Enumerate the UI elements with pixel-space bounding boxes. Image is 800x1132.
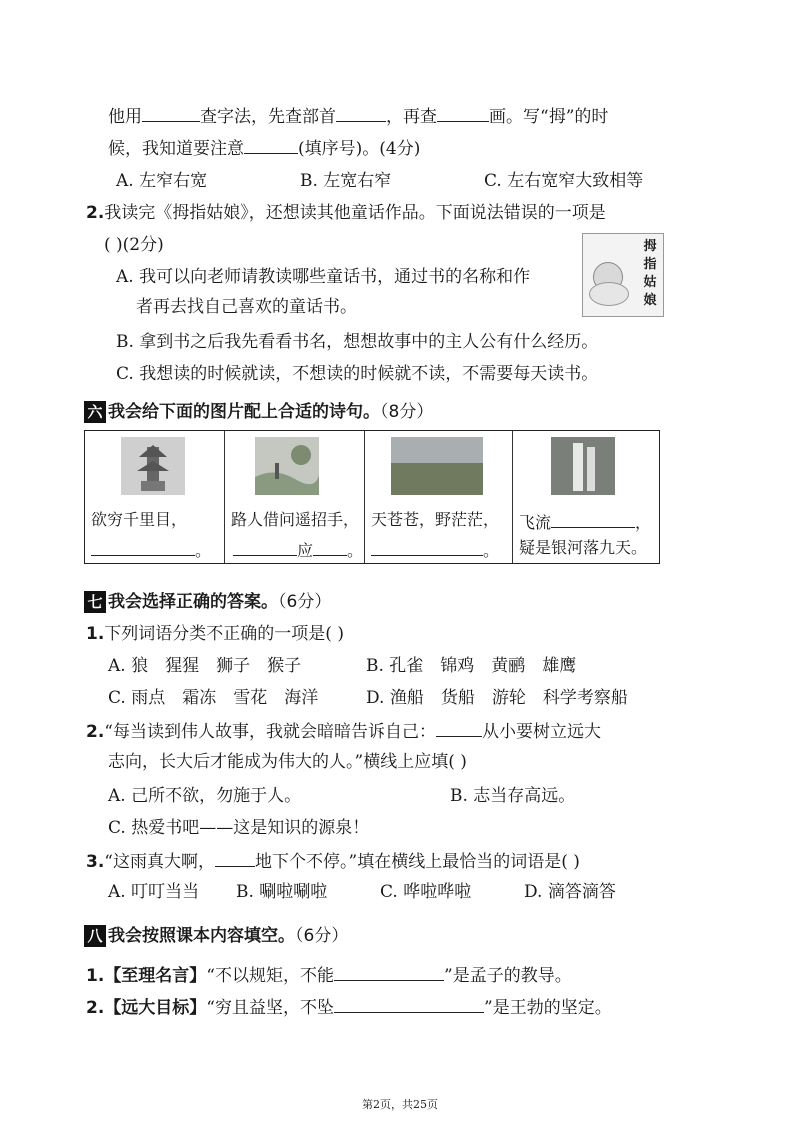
s7-q3-option-a: A. 叮叮当当: [108, 882, 200, 902]
s7-q1-option-b: B. 孔雀 锦鸡 黄鹂 雄鹰: [366, 656, 577, 676]
poem-line: 路人借问遥招手，: [231, 510, 360, 529]
poem-cell-3: [365, 431, 513, 563]
s7-q2-option-b: B. 志当存高远。: [450, 786, 576, 806]
section-title: 我会给下面的图片配上合适的诗句。: [108, 402, 380, 422]
text: 应: [297, 541, 314, 560]
q5-q2-option-a-line2: 者再去找自己喜欢的童话书。: [136, 297, 357, 317]
q5-q2-answer-paren[interactable]: ( )(2分): [104, 235, 164, 255]
waterfall-icon: [551, 437, 615, 495]
text: 画。写“拇”的时: [489, 107, 609, 127]
answer-blank[interactable]: [91, 537, 195, 556]
text: ”是孟子的教导。: [444, 966, 572, 986]
text: “不以规矩，不能: [206, 966, 334, 986]
waterfall-picture: [551, 437, 615, 495]
text: 地下个不停。”填在横线上最恰当的词语是( ): [255, 852, 580, 872]
answer-blank[interactable]: [551, 509, 635, 528]
answer-blank[interactable]: [313, 537, 347, 556]
text: (填序号)。(4分): [298, 139, 421, 159]
book-cover-thumbnail: [582, 233, 664, 317]
grassland-picture: [391, 437, 483, 495]
book-title-char: 指: [643, 257, 657, 272]
section-7-heading: [84, 589, 331, 615]
grassland-icon: [391, 437, 483, 495]
s7-q3-option-c: C. 哗啦哗啦: [380, 882, 472, 902]
riverside-icon: [255, 437, 319, 495]
poem-line-2: [371, 537, 499, 562]
flower-illustration: [589, 282, 629, 306]
item-number: 2.: [86, 998, 105, 1018]
q5-option-b: B. 左宽右窄: [300, 171, 392, 191]
section-8-heading: [84, 923, 348, 949]
text: 。: [483, 541, 500, 560]
q5-q2-stem: [86, 201, 606, 225]
section-title: 我会选择正确的答案。: [108, 592, 278, 612]
text: 从小要树立远大: [482, 722, 601, 742]
s8-item-1: [86, 962, 572, 988]
s7-q1-option-d: D. 渔船 货船 游轮 科学考察船: [366, 688, 628, 708]
poem-line: 欲穷千里目，: [91, 510, 188, 529]
s7-q3: [86, 848, 580, 874]
poem-line: [519, 509, 651, 534]
question-text: 下列词语分类不正确的一项是( ): [104, 624, 344, 644]
question-number: 1.: [86, 624, 105, 644]
text: ，: [635, 513, 652, 532]
question-number: 2.: [86, 203, 105, 223]
book-title-char: 拇: [643, 239, 657, 254]
answer-blank[interactable]: [334, 962, 444, 981]
section-title: 我会按照课本内容填空。: [108, 926, 295, 946]
poem-cell-1: [85, 431, 225, 563]
section-badge: 八: [84, 925, 106, 947]
q5-option-a: A. 左窄右宽: [116, 171, 208, 191]
q5-q2-option-c: C. 我想读的时候就读，不想读的时候就不读，不需要每天读书。: [116, 364, 599, 384]
poem-line-2: [91, 537, 211, 562]
s7-q3-option-b: B. 唰啦唰啦: [236, 882, 328, 902]
blank-1[interactable]: [142, 103, 200, 122]
section-badge: 七: [84, 591, 106, 613]
poem-line-2: [233, 537, 363, 562]
blank-3[interactable]: [437, 103, 489, 122]
s7-q3-option-d: D. 滴答滴答: [524, 882, 616, 902]
section-points: （6分）: [278, 592, 332, 612]
text: 飞流: [519, 513, 552, 532]
blank-4[interactable]: [244, 135, 298, 154]
item-tag: 【远大目标】: [104, 998, 207, 1018]
s7-q2-line1: [86, 718, 601, 744]
tower-picture: [121, 437, 185, 495]
blank-2[interactable]: [336, 103, 386, 122]
question-number: 3.: [86, 852, 105, 872]
answer-blank[interactable]: [215, 848, 255, 867]
answer-blank[interactable]: [233, 537, 297, 556]
answer-blank[interactable]: [436, 718, 482, 737]
text: 候，我知道要注意: [108, 139, 244, 159]
question-text: 我读完《拇指姑娘》，还想读其他童话作品。下面说法错误的一项是: [104, 203, 606, 223]
text: ，再查: [386, 107, 437, 127]
q5-option-c: C. 左右宽窄大致相等: [484, 171, 644, 191]
tower-icon: [121, 437, 185, 495]
book-title-vertical: [641, 238, 659, 310]
section-badge: 六: [84, 401, 106, 423]
text: 他用: [108, 107, 142, 127]
s7-q1: [86, 622, 344, 646]
poem-line: 天苍苍，野茫茫，: [371, 510, 500, 529]
question-number: 2.: [86, 722, 105, 742]
q5-line1: [108, 103, 608, 129]
section-points: （8分）: [380, 402, 434, 422]
text: ”是王勃的坚定。: [484, 998, 612, 1018]
q5-q2-option-b: B. 拿到书之后我先看看书名，想想故事中的主人公有什么经历。: [116, 332, 599, 352]
poem-line-2: 疑是银河落九天。: [519, 538, 648, 557]
text: “每当读到伟人故事，我就会暗暗告诉自己：: [104, 722, 436, 742]
q5-line2: [108, 135, 420, 161]
section-points: （6分）: [295, 926, 349, 946]
s7-q2-option-c: C. 热爱书吧——这是知识的源泉！: [108, 818, 370, 838]
text: 查字法，先查部首: [200, 107, 336, 127]
answer-blank[interactable]: [371, 537, 483, 556]
q5-q2-option-a-line1: A. 我可以向老师请教读哪些童话书，通过书的名称和作: [116, 267, 531, 287]
poem-cell-4: [513, 431, 659, 563]
s7-q2-option-a: A. 己所不欲，勿施于人。: [108, 786, 302, 806]
answer-blank[interactable]: [334, 994, 484, 1013]
landscape-picture: [255, 437, 319, 495]
book-title-char: 娘: [643, 293, 657, 308]
section-6-heading: [84, 399, 433, 425]
item-number: 1.: [86, 966, 105, 986]
poem-cell-2: [225, 431, 365, 563]
s7-q2-line2: 志向，长大后才能成为伟大的人。”横线上应填( ): [108, 752, 467, 772]
s8-item-2: [86, 994, 612, 1020]
text: 。: [347, 541, 364, 560]
book-title-char: 姑: [643, 275, 657, 290]
page-footer: 第2页，共25页: [362, 1098, 438, 1111]
text: “穷且益坚，不坠: [206, 998, 334, 1018]
s7-q1-option-a: A. 狼 猩猩 狮子 猴子: [108, 656, 302, 676]
s7-q1-option-c: C. 雨点 霜冻 雪花 海洋: [108, 688, 319, 708]
text: “这雨真大啊，: [104, 852, 215, 872]
poem-picture-table: [84, 430, 660, 564]
text: 。: [195, 541, 212, 560]
item-tag: 【至理名言】: [104, 966, 207, 986]
